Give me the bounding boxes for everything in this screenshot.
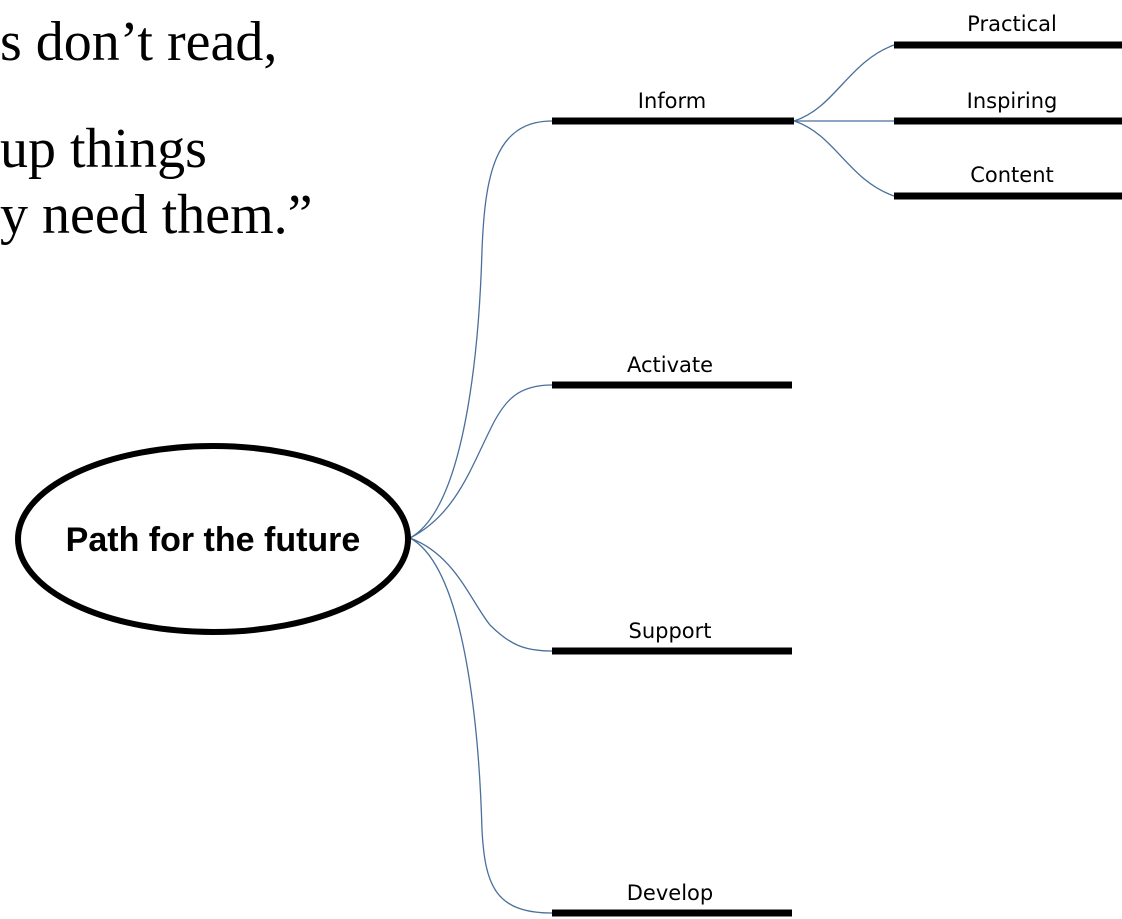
branch-label-content: Content (970, 163, 1054, 187)
branch-label-activate: Activate (626, 353, 714, 377)
branch-label-practical: Practical (967, 12, 1057, 36)
branch-label-support: Support (628, 619, 712, 643)
connectors (410, 45, 894, 913)
branch-label-develop: Develop (626, 881, 714, 905)
quote-line-1: s don’t read, (0, 11, 278, 73)
quote-line-2: up things (0, 118, 207, 180)
connector-support (410, 538, 552, 651)
connector-develop (410, 538, 552, 913)
central-node-label: Path for the future (65, 521, 361, 559)
connector-inform (410, 121, 552, 538)
connector-practical (794, 45, 894, 121)
branch-label-inform: Inform (637, 89, 707, 113)
connector-activate (410, 385, 552, 538)
quote-line-3: y need them.” (0, 184, 313, 246)
connector-content (794, 121, 894, 196)
branch-label-inspiring: Inspiring (966, 89, 1058, 113)
